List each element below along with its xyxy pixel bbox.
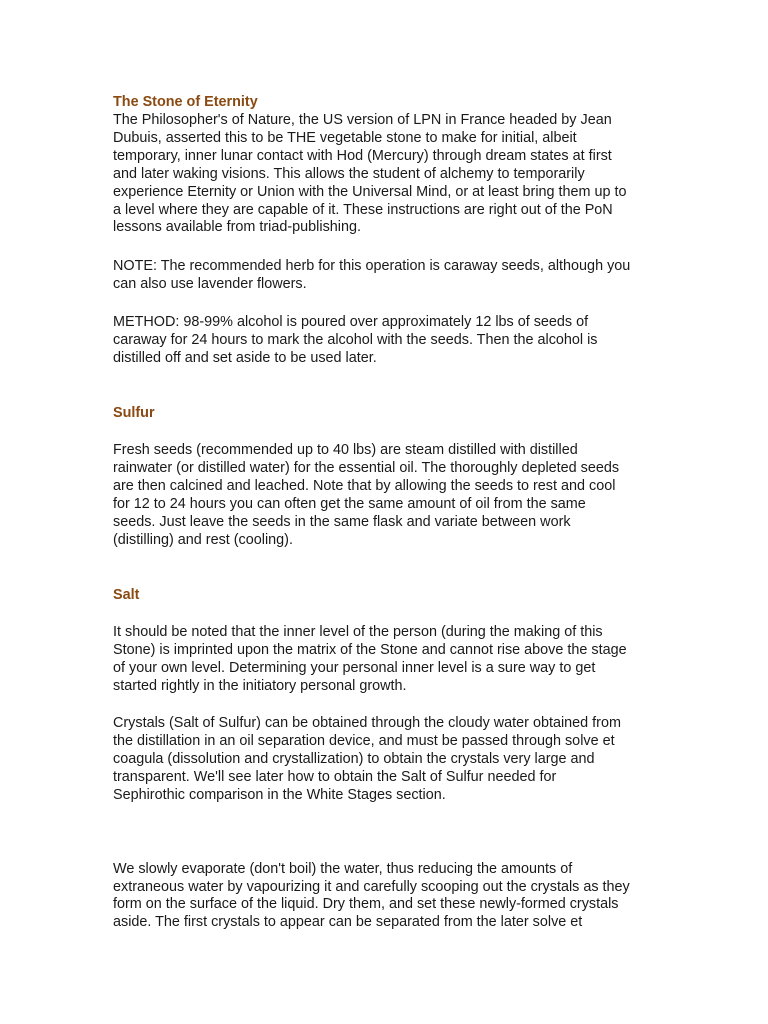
text-line: (distilling) and rest (cooling). — [113, 532, 293, 548]
text-line: started rightly in the initiatory personal growth. — [113, 678, 407, 694]
text-line: distilled off and set aside to be used later. — [113, 350, 377, 366]
text-line: aside. The first crystals to appear can be separated from the later solve et — [113, 914, 583, 930]
text-line: The Philosopher's of Nature, the US version of LPN in France headed by Jean — [113, 112, 612, 128]
text-line: METHOD: 98-99% alcohol is poured over approximately 12 lbs of seeds of — [113, 314, 589, 330]
text-line: Crystals (Salt of Sulfur) can be obtained through the cloudy water obtained from — [113, 715, 621, 731]
text-line: Stone) is imprinted upon the matrix of the Stone and cannot rise above the stage — [113, 642, 627, 658]
text-line: Fresh seeds (recommended up to 40 lbs) are steam distilled with distilled — [113, 442, 578, 458]
text-line: lessons available from triad-publishing. — [113, 219, 361, 235]
text-line: Dubuis, asserted this to be THE vegetable stone to make for initial, albeit — [113, 130, 577, 146]
text-line: We slowly evaporate (don't boil) the water, thus reducing the amounts of — [113, 861, 573, 877]
text-line: transparent. We'll see later how to obtain the Salt of Sulfur needed for — [113, 769, 557, 785]
text-line: Sephirothic comparison in the White Stages section. — [113, 787, 446, 803]
heading-sulfur: Sulfur — [113, 405, 155, 421]
text-line: and later waking visions. This allows the student of alchemy to temporarily — [113, 166, 585, 182]
text-line: temporary, inner lunar contact with Hod (Mercury) through dream states at first — [113, 148, 612, 164]
heading-salt: Salt — [113, 587, 140, 603]
text-line: rainwater (or distilled water) for the essential oil. The thoroughly depleted seeds — [113, 460, 620, 476]
text-line: extraneous water by vapourizing it and carefully scooping out the crystals as they — [113, 879, 630, 895]
text-line: are then calcined and leached. Note that by allowing the seeds to rest and cool — [113, 478, 616, 494]
text-line: can also use lavender flowers. — [113, 276, 307, 292]
text-line: of your own level. Determining your personal inner level is a sure way to get — [113, 660, 596, 676]
heading-stone-of-eternity: The Stone of Eternity — [113, 94, 258, 110]
text-line: It should be noted that the inner level of the person (during the making of this — [113, 624, 603, 640]
text-line: caraway for 24 hours to mark the alcohol with the seeds. Then the alcohol is — [113, 332, 598, 348]
text-line: NOTE: The recommended herb for this operation is caraway seeds, although you — [113, 258, 631, 274]
text-line: seeds. Just leave the seeds in the same flask and variate between work — [113, 514, 571, 530]
text-line: experience Eternity or Union with the Universal Mind, or at least bring them up to — [113, 184, 627, 200]
text-line: the distillation in an oil separation device, and must be passed through solve et — [113, 733, 615, 749]
text-line: form on the surface of the liquid. Dry them, and set these newly-formed crystals — [113, 896, 619, 912]
text-line: coagula (dissolution and crystallization) to obtain the crystals very large and — [113, 751, 595, 767]
text-line: for 12 to 24 hours you can often get the same amount of oil from the same — [113, 496, 586, 512]
text-line: a level where they are capable of it. These instructions are right out of the PoN — [113, 202, 613, 218]
